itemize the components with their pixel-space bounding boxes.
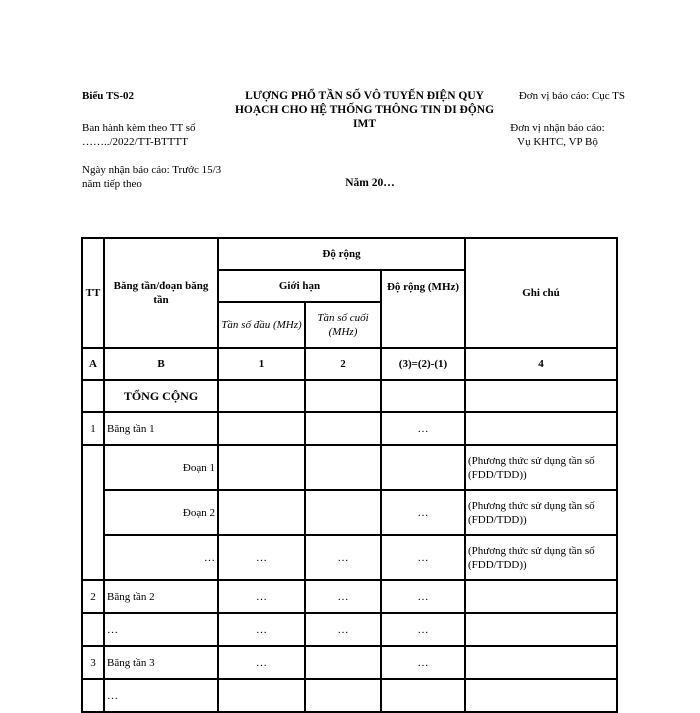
receiving-unit-line2: Vụ KHTC, VP Bộ: [517, 136, 598, 148]
index-1: 1: [218, 348, 305, 380]
row-start: [218, 679, 305, 712]
row-end: [305, 646, 381, 679]
row-note: [465, 679, 617, 712]
row-start: …: [218, 535, 305, 580]
table-row: [82, 490, 617, 535]
report-title-line2: HOẠCH CHO HỆ THỐNG THÔNG TIN DI ĐỘNG: [234, 104, 495, 116]
total-width: [381, 380, 465, 412]
row-start: …: [218, 613, 305, 646]
row-start: [218, 490, 305, 535]
table-row: [82, 580, 617, 613]
col-header-width-mhz: Độ rộng (MHz): [381, 270, 465, 348]
row-note: (Phương thức sử dụng tần số (FDD/TDD)): [465, 490, 617, 535]
col-header-width-group: Độ rộng: [218, 238, 465, 270]
col-header-start-freq: Tần số đầu (MHz): [218, 302, 305, 348]
row-width: …: [381, 535, 465, 580]
row-tt: 1: [82, 412, 104, 445]
report-title-line1: LƯỢNG PHỔ TẦN SỐ VÔ TUYẾN ĐIỆN QUY: [245, 90, 484, 102]
row-note: (Phương thức sử dụng tần số (FDD/TDD)): [465, 445, 617, 490]
row-note: [465, 613, 617, 646]
row-band: Băng tần 2: [104, 580, 218, 613]
row-band: Đoạn 1: [104, 445, 218, 490]
form-code: Biểu TS-02: [82, 90, 135, 102]
total-tt: [82, 380, 104, 412]
reporting-unit: Đơn vị báo cáo: Cục TS: [518, 90, 625, 102]
total-start: [218, 380, 305, 412]
report-title: [232, 89, 497, 131]
row-band: Băng tần 3: [104, 646, 218, 679]
row-end: …: [305, 535, 381, 580]
row-width: …: [381, 490, 465, 535]
index-2: 2: [305, 348, 381, 380]
row-width: [381, 679, 465, 712]
index-a: A: [82, 348, 104, 380]
row-end: [305, 445, 381, 490]
table-row: [82, 679, 617, 712]
row-tt: [82, 613, 104, 646]
index-4: 4: [465, 348, 617, 380]
row-start: …: [218, 580, 305, 613]
receiving-unit-line1: Đơn vị nhận báo cáo:: [510, 122, 605, 134]
index-3: (3)=(2)-(1): [381, 348, 465, 380]
row-width: …: [381, 412, 465, 445]
row-band: …: [104, 535, 218, 580]
col-header-limits: Giới hạn: [218, 270, 381, 302]
row-end: [305, 412, 381, 445]
issued-by-line2: ……../2022/TT-BTTTT: [82, 136, 188, 148]
total-label: TỔNG CỘNG: [104, 380, 218, 412]
row-end: …: [305, 613, 381, 646]
row-end: [305, 679, 381, 712]
receive-date-line2: năm tiếp theo: [82, 178, 142, 190]
col-header-note: Ghi chú: [465, 238, 617, 348]
row-band: Đoạn 2: [104, 490, 218, 535]
total-end: [305, 380, 381, 412]
row-band: …: [104, 613, 218, 646]
row-band: Băng tần 1: [104, 412, 218, 445]
col-header-tt: TT: [82, 238, 104, 348]
row-width: …: [381, 580, 465, 613]
col-header-band: Băng tần/đoạn băng tần: [104, 238, 218, 348]
table-row: [82, 445, 617, 490]
row-tt: 2: [82, 580, 104, 613]
row-note: [465, 412, 617, 445]
table-row: [82, 646, 617, 679]
issued-by-line1: Ban hành kèm theo TT số: [82, 122, 196, 134]
col-header-end-freq: Tần số cuối (MHz): [305, 302, 381, 348]
row-band: …: [104, 679, 218, 712]
row-width: [381, 445, 465, 490]
row-width: …: [381, 613, 465, 646]
row-tt: 3: [82, 646, 104, 679]
row-note: [465, 646, 617, 679]
report-year: Năm 20…: [345, 177, 395, 189]
row-tt: [82, 679, 104, 712]
index-b: B: [104, 348, 218, 380]
report-title-line3: IMT: [353, 118, 376, 130]
row-note: (Phương thức sử dụng tần số (FDD/TDD)): [465, 535, 617, 580]
row-start: [218, 412, 305, 445]
receive-date-line1: Ngày nhận báo cáo: Trước 15/3: [82, 164, 222, 176]
row-tt-merged: [82, 445, 104, 580]
table-row: [82, 412, 617, 445]
row-note: [465, 580, 617, 613]
table-row: [82, 535, 617, 580]
row-width: …: [381, 646, 465, 679]
frequency-table: [81, 237, 618, 713]
row-end: [305, 490, 381, 535]
table-row: [82, 613, 617, 646]
row-start: [218, 445, 305, 490]
row-start: …: [218, 646, 305, 679]
total-note: [465, 380, 617, 412]
row-end: …: [305, 580, 381, 613]
